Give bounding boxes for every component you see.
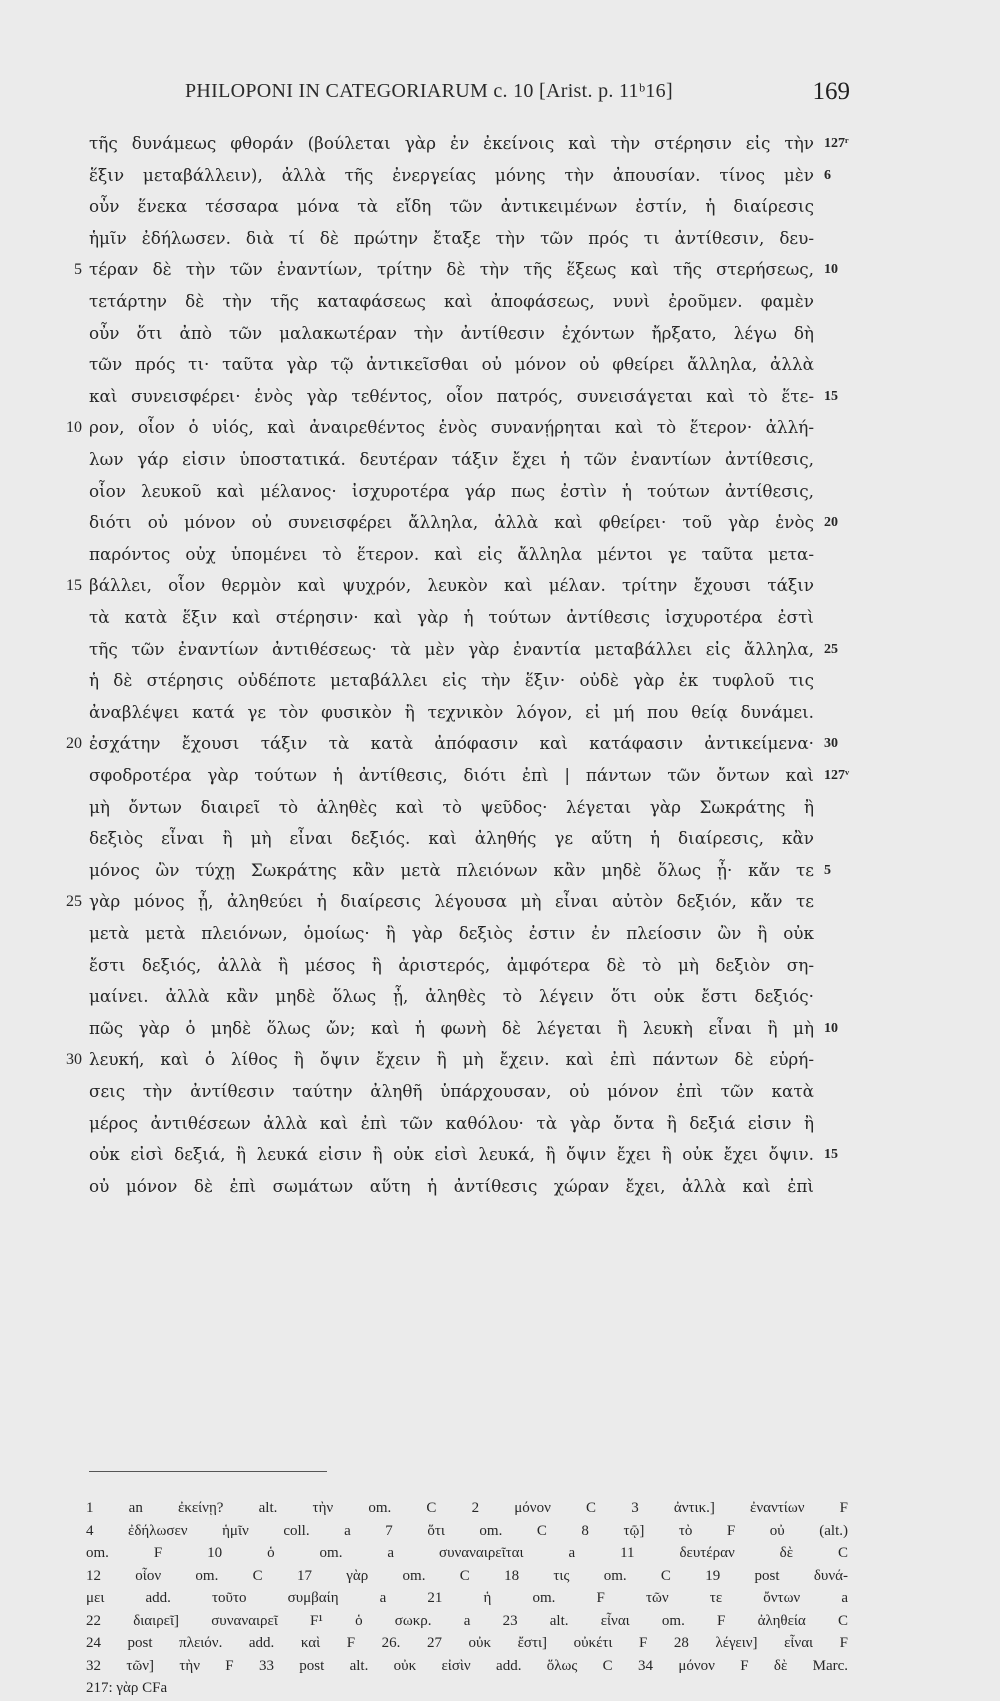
line-number-left: [56, 444, 82, 475]
line-number-left: 20: [66, 735, 82, 752]
line-number-left: 10: [66, 419, 82, 436]
text-line: διότι οὐ μόνον οὐ συνεισφέρει ἄλληλα, ἀλλὰ καὶ φθείρει· τοῦ γὰρ ἑνὸς: [89, 512, 814, 532]
line-number-right: 25: [824, 642, 838, 657]
text-line: μόνος ὢν τύχῃ Σωκράτης κἂν μετὰ πλειόνων κἂν μηδὲ ὅλως ᾖ· κἄν τε: [89, 860, 814, 880]
text-line: σφοδροτέρα γὰρ τούτων ἡ ἀντίθεσις, διότι ἐπὶ | πάντων τῶν ὄντων καὶ: [89, 765, 814, 785]
text-line: οὐ μόνον δὲ ἐπὶ σωμάτων αὕτη ἡ ἀντίθεσις χώραν ἔχει, ἀλλὰ καὶ ἐπὶ: [89, 1176, 814, 1196]
footnote-rule: [89, 1471, 327, 1472]
text-line: μέρος ἀντιθέσεων ἀλλὰ καὶ ἐπὶ τῶν καθόλου· τὰ γὰρ ὄντα ἢ δεξιά εἰσιν ἢ: [89, 1113, 814, 1133]
apparatus-line: om. F 10 ὁ om. a συναναιρεῖται a 11 δευτέραν δὲ C: [86, 1545, 848, 1561]
text-line: ἡ δὲ στέρησις οὐδέποτε μεταβάλλει εἰς τὴν ἕξιν· οὐδὲ γὰρ ἐκ τυφλοῦ τις: [89, 670, 814, 690]
text-line: βάλλει, οἷον θερμὸν καὶ ψυχρόν, λευκὸν καὶ μέλαν. τρίτην ἔχουσι τάξιν: [89, 575, 814, 595]
line-number-right: 20: [824, 515, 838, 530]
line-number-left: [56, 634, 82, 665]
line-number-left: 25: [66, 893, 82, 910]
text-line: τέραν δὲ τὴν τῶν ἐναντίων, τρίτην δὲ τὴν τῆς ἕξεως καὶ τῆς στερήσεως,: [89, 259, 814, 279]
line-number-left: [56, 476, 82, 507]
text-line: τῶν πρός τι· ταῦτα γὰρ τῷ ἀντικεῖσθαι οὐ μόνον οὐ φθείρει ἄλληλα, ἀλλὰ: [89, 354, 814, 374]
line-number-left: 30: [66, 1051, 82, 1068]
text-line: τῆς δυνάμεως φθοράν (βούλεται γὰρ ἐν ἐκείνοις καὶ τὴν στέρησιν εἰς τὴν: [89, 133, 814, 153]
line-number-left: [56, 918, 82, 949]
line-number-left: [56, 697, 82, 728]
text-line: οὐκ εἰσὶ δεξιά, ἢ λευκά εἰσιν ἢ οὐκ εἰσὶ λευκά, ἢ ὄψιν ἔχει ἢ οὐκ ἔχει ὄψιν.: [89, 1144, 814, 1164]
apparatus-line: 24 post πλειόν. add. καὶ F 26. 27 οὐκ ἔστι] οὐκέτι F 28 λέγειν] εἶναι F: [86, 1635, 848, 1651]
line-number-left: [56, 318, 82, 349]
line-number-right: 15: [824, 389, 838, 404]
apparatus-line: 1 an ἐκείνῃ? alt. τὴν om. C 2 μόνον C 3 ἀντικ.] ἐναντίων F: [86, 1500, 848, 1516]
text-line: οὖν ἕνεκα τέσσαρα μόνα τὰ εἴδη τῶν ἀντικειμένων ἐστίν, ἡ διαίρεσις: [89, 196, 814, 216]
text-line: τὰ κατὰ ἕξιν καὶ στέρησιν· καὶ γὰρ ἡ τούτων ἀντίθεσις ἰσχυροτέρα ἐστὶ: [89, 607, 814, 627]
line-number-left: [56, 381, 82, 412]
line-number-left: [56, 539, 82, 570]
line-number-left: [56, 128, 82, 159]
line-number-right: 127ᵛ: [824, 768, 850, 783]
text-line: πῶς γὰρ ὁ μηδὲ ὅλως ὤν; καὶ ἡ φωνὴ δὲ λέγεται ἢ λευκὴ εἶναι ἢ μὴ: [89, 1018, 814, 1038]
text-line: οὖν ὅτι ἀπὸ τῶν μαλακωτέραν τὴν ἀντίθεσιν ἐχόντων ἤρξατο, λέγω δὴ: [89, 323, 814, 343]
line-number-left: [56, 823, 82, 854]
line-number-right: 6: [824, 168, 831, 183]
text-line: οἷον λευκοῦ καὶ μέλανος· ἰσχυροτέρα γάρ πως ἐστὶν ἡ τούτων ἀντίθεσις,: [89, 481, 814, 501]
running-head: PHILOPONI IN CATEGORIARUM c. 10 [Arist. p. 11ᵇ16]: [185, 80, 673, 102]
line-number-right: 10: [824, 1021, 838, 1036]
line-number-left: [56, 223, 82, 254]
line-number-left: [56, 950, 82, 981]
line-number-left: [56, 349, 82, 380]
apparatus-line: 4 ἐδήλωσεν ἡμῖν coll. a 7 ὅτι om. C 8 τῷ] τὸ F οὐ (alt.): [86, 1523, 848, 1539]
text-line: μετὰ μετὰ πλειόνων, ὁμοίως· ἢ γὰρ δεξιὸς ἐστιν ἐν πλείοσιν ὢν ἢ οὐκ: [89, 923, 814, 943]
line-number-right: 10: [824, 262, 838, 277]
text-line: ἔστι δεξιός, ἀλλὰ ἢ μέσος ἢ ἀριστερός, ἀμφότερα δὲ τὸ μὴ δεξιὸν ση-: [89, 955, 814, 975]
text-line: δεξιὸς εἶναι ἢ μὴ εἶναι δεξιός. καὶ ἀληθής γε αὕτη ἡ διαίρεσις, κἂν: [89, 828, 814, 848]
text-line: λευκή, καὶ ὁ λίθος ἢ ὄψιν ἔχειν ἢ μὴ ἔχειν. καὶ ἐπὶ πάντων δὲ εὑρή-: [89, 1049, 814, 1069]
text-line: ἀναβλέψει κατά γε τὸν φυσικὸν ἢ τεχνικὸν λόγον, εἰ μή που θείᾳ δυνάμει.: [89, 702, 814, 722]
line-number-left: [56, 602, 82, 633]
text-line: μαίνει. ἀλλὰ κἂν μηδὲ ὅλως ᾖ, ἀληθὲς τὸ λέγειν ὅτι οὐκ ἔστι δεξιός·: [89, 986, 814, 1006]
text-line: λων γάρ εἰσιν ὑποστατικά. δευτέραν τάξιν ἔχει ἡ τῶν ἐναντίων ἀντίθεσις,: [89, 449, 814, 469]
text-line: σεις τὴν ἀντίθεσιν ταύτην ἀληθῆ ὑπάρχουσαν, οὐ μόνον ἐπὶ τῶν κατὰ: [89, 1081, 814, 1101]
line-number-right: 15: [824, 1147, 838, 1162]
text-line: ρον, οἷον ὁ υἱός, καὶ ἀναιρεθέντος ἑνὸς συνανῄρηται καὶ τὸ ἕτερον· ἀλλή-: [89, 417, 814, 437]
line-number-left: [56, 1108, 82, 1139]
line-number-left: [56, 1076, 82, 1107]
text-line: καὶ συνεισφέρει· ἑνὸς γὰρ τεθέντος, οἷον πατρός, συνεισάγεται καὶ τὸ ἕτε-: [89, 386, 814, 406]
line-number-left: [56, 792, 82, 823]
page-number: 169: [812, 78, 850, 105]
line-number-left: [56, 1171, 82, 1202]
line-number-left: [56, 1013, 82, 1044]
text-line: παρόντος οὐχ ὑπομένει τὸ ἕτερον. καὶ εἰς ἄλληλα μέντοι γε ταῦτα μετα-: [89, 544, 814, 564]
text-line: μὴ ὄντων διαιρεῖ τὸ ἀληθὲς καὶ τὸ ψεῦδος· λέγεται γὰρ Σωκράτης ἢ: [89, 797, 814, 817]
line-number-right: 127ʳ: [824, 136, 849, 151]
line-number-left: [56, 160, 82, 191]
apparatus-line: 217: γὰρ CFa: [86, 1680, 168, 1696]
text-line: ἐσχάτην ἔχουσι τάξιν τὰ κατὰ ἀπόφασιν καὶ κατάφασιν ἀντικείμενα·: [89, 733, 814, 753]
apparatus-line: 22 διαιρεῖ] συναναιρεῖ F¹ ὁ σωκρ. a 23 alt. εἶναι om. F ἀληθεία C: [86, 1613, 848, 1629]
apparatus-line: 12 οἷον om. C 17 γὰρ om. C 18 τις om. C 19 post δυνά-: [86, 1568, 848, 1584]
line-number-left: [56, 507, 82, 538]
text-line: ἕξιν μεταβάλλειν), ἀλλὰ τῆς ἐνεργείας μόνης τὴν ἀπουσίαν. τίνος μὲν: [89, 165, 814, 185]
text-line: τετάρτην δὲ τὴν τῆς καταφάσεως καὶ ἀποφάσεως, νυνὶ ἐροῦμεν. φαμὲν: [89, 291, 814, 311]
line-number-left: 5: [74, 261, 82, 278]
line-number-left: [56, 665, 82, 696]
text-line: τῆς τῶν ἐναντίων ἀντιθέσεως· τὰ μὲν γὰρ ἐναντία μεταβάλλει εἰς ἄλληλα,: [89, 639, 814, 659]
apparatus-line: 32 τῶν] τὴν F 33 post alt. οὐκ εἰσὶν add. ὅλως C 34 μόνον F δὲ Marc.: [86, 1658, 848, 1674]
line-number-left: [56, 760, 82, 791]
line-number-left: 15: [66, 577, 82, 594]
line-number-right: 30: [824, 736, 838, 751]
apparatus-line: μει add. τοῦτο συμβαίη a 21 ἡ om. F τῶν τε ὄντων a: [86, 1590, 848, 1606]
line-number-left: [56, 286, 82, 317]
line-number-left: [56, 1139, 82, 1170]
line-number-left: [56, 855, 82, 886]
line-number-right: 5: [824, 863, 831, 878]
text-line: γὰρ μόνος ᾖ, ἀληθεύει ἡ διαίρεσις λέγουσα μὴ εἶναι αὐτὸν δεξιόν, κἄν τε: [89, 891, 814, 911]
line-number-left: [56, 191, 82, 222]
text-line: ἡμῖν ἐδήλωσεν. διὰ τί δὲ πρώτην ἔταξε τὴν τῶν πρός τι ἀντίθεσιν, δευ-: [89, 228, 814, 248]
line-number-left: [56, 981, 82, 1012]
